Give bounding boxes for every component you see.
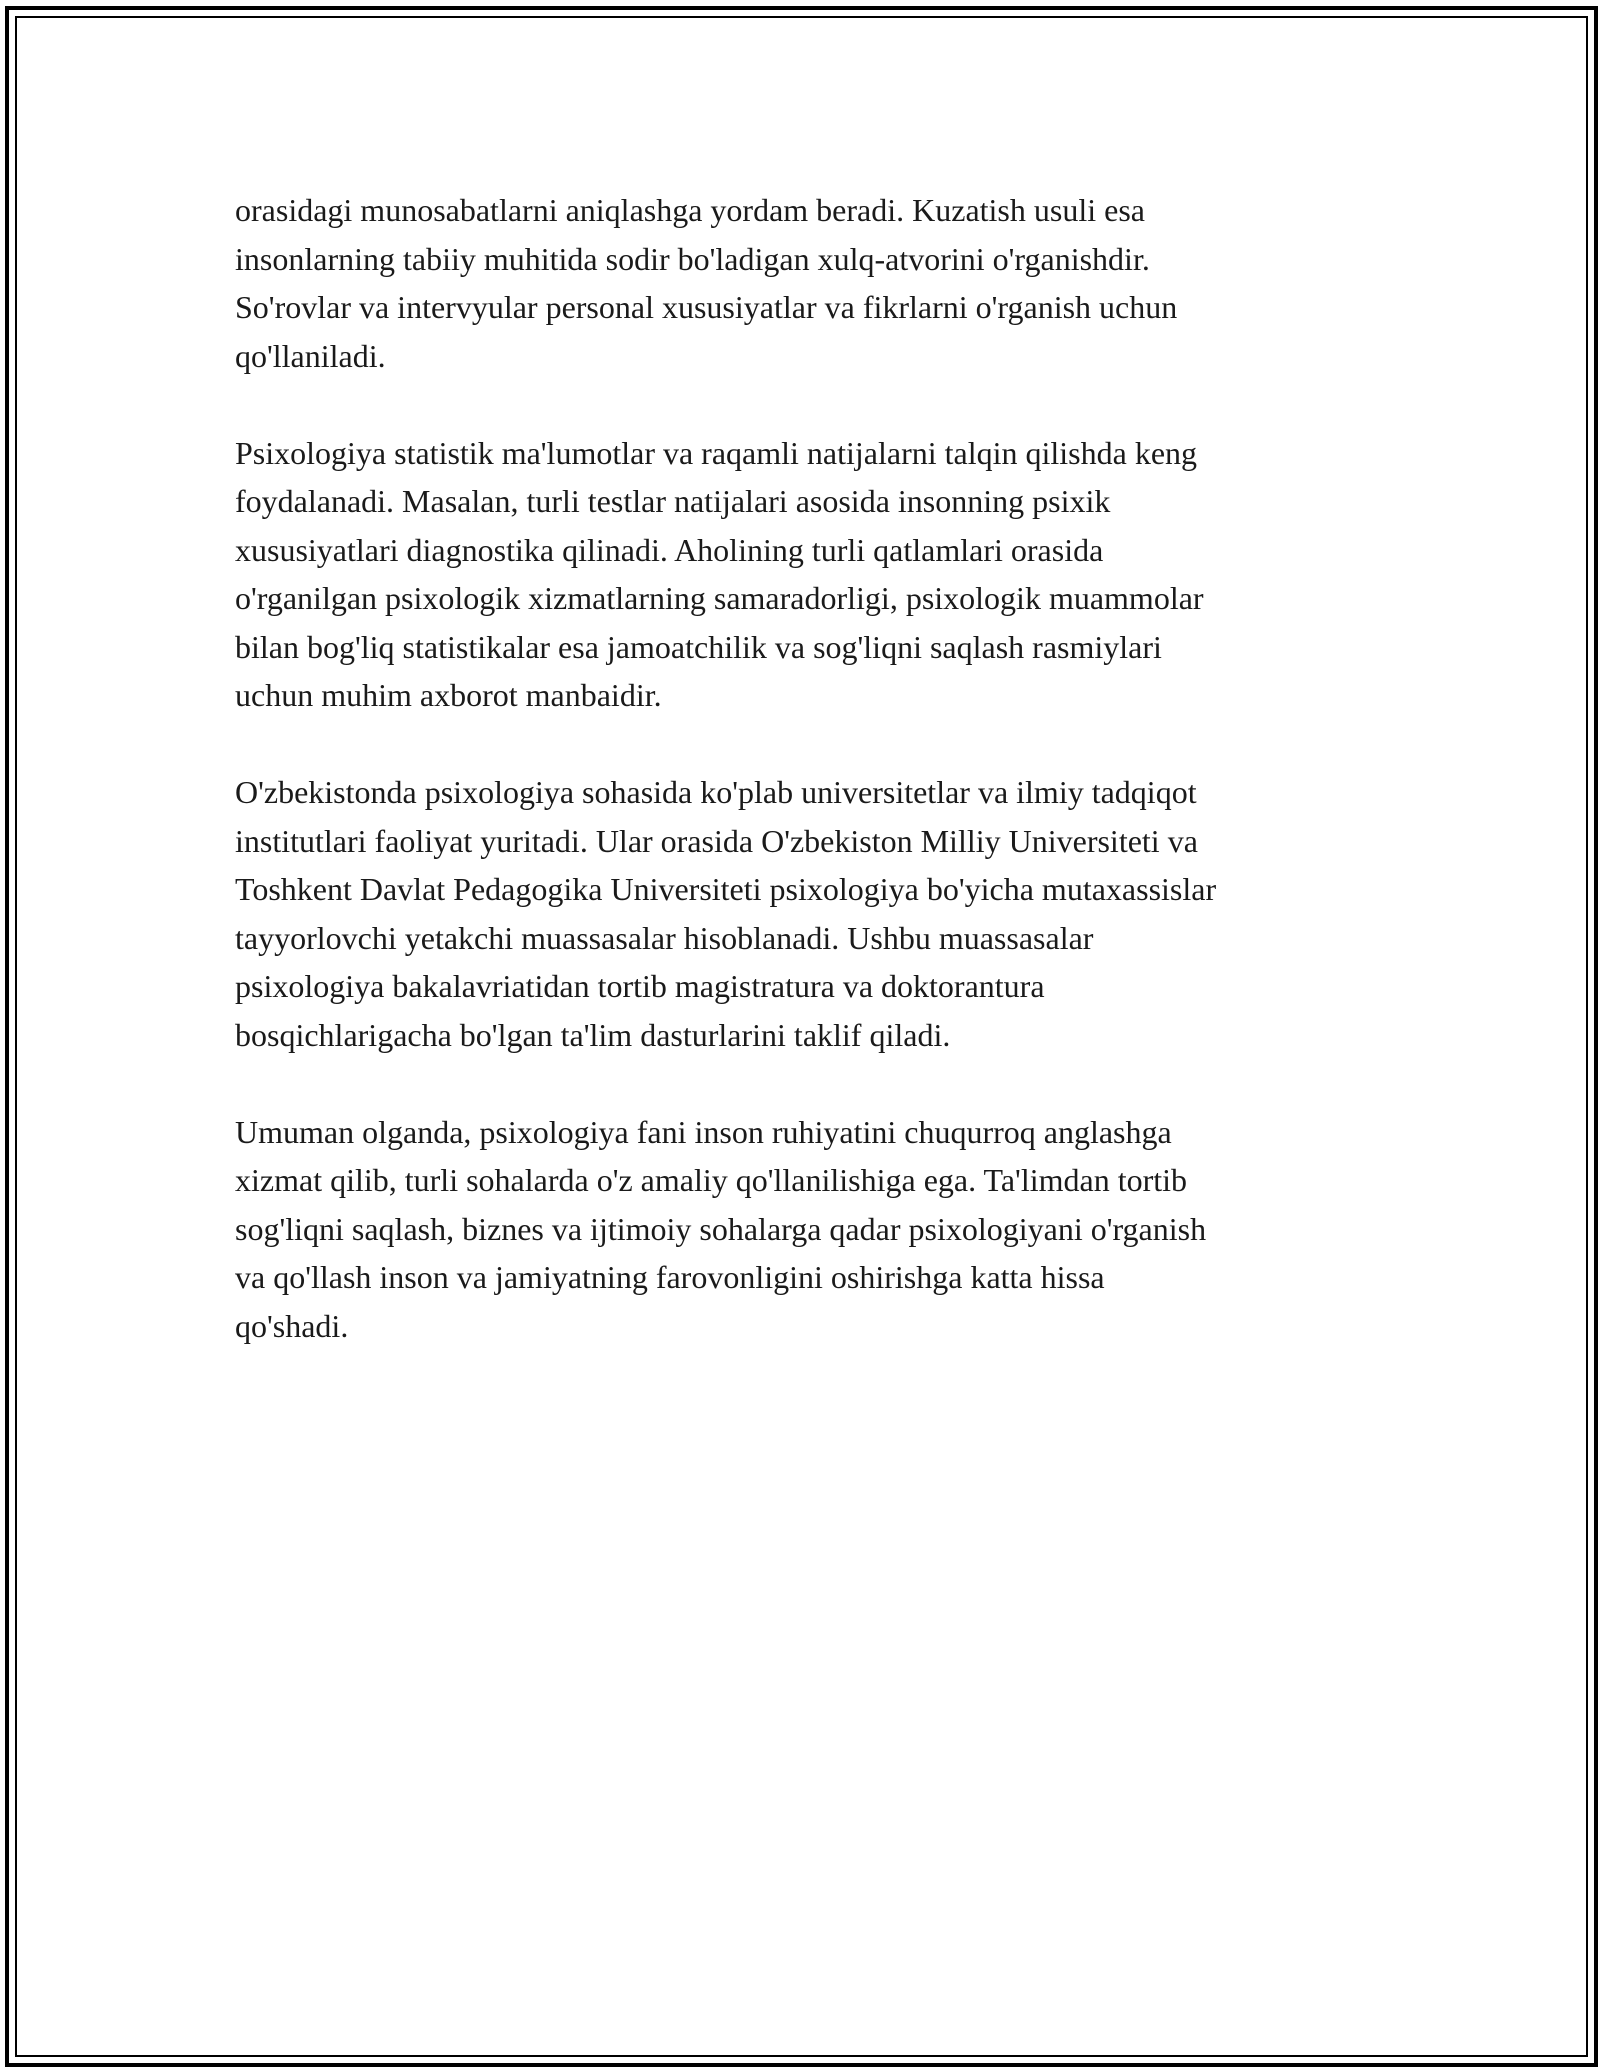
text-line: bilan bog'liq statistikalar esa jamoatchilik va sog'liqni saqlash rasmiylari (235, 628, 1162, 665)
text-line: xizmat qilib, turli sohalarda o'z amaliy qo'llanilishiga ega. Ta'limdan tortib (235, 1162, 1188, 1198)
text-line: Toshkent Davlat Pedagogika Universiteti psixologiya bo'yicha mutaxassislar (235, 871, 1217, 907)
text-line: foydalanadi. Masalan, turli testlar natijalari asosida insonning psixik (235, 483, 1111, 519)
text-line: uchun muhim axborot manbaidir. (235, 677, 662, 713)
document-body (235, 186, 1415, 1399)
text-line: Psixologiya statistik ma'lumotlar va raqamli natijalarni talqin qilishda keng (235, 434, 1198, 471)
text-line: orasidagi munosabatlarni aniqlashga yordam beradi. Kuzatish usuli esa (235, 192, 1145, 228)
text-line: qo'llaniladi. (235, 337, 386, 374)
text-line: tayyorlovchi yetakchi muassasalar hisoblanadi. Ushbu muassasalar (235, 919, 1094, 956)
text-line: xususiyatlari diagnostika qilinadi. Aholining turli qatlamlari orasida (235, 531, 1104, 568)
text-line: va qo'llash inson va jamiyatning farovonligini oshirishga katta hissa (235, 1259, 1105, 1295)
text-line: O'zbekistonda psixologiya sohasida ko'plab universitetlar va ilmiy tadqiqot (235, 774, 1197, 810)
text-line: Umuman olganda, psixologiya fani inson ruhiyatini chuqurroq anglashga (235, 1113, 1172, 1150)
text-line: bosqichlarigacha bo'lgan ta'lim dasturlarini taklif qiladi. (235, 1016, 951, 1053)
paragraph-universities (235, 768, 1415, 1059)
text-line: o'rganilgan psixologik xizmatlarning samaradorligi, psixologik muammolar (235, 580, 1204, 616)
paragraph-conclusion (235, 1108, 1415, 1351)
paragraph-statistics (235, 429, 1415, 720)
text-line: insonlarning tabiiy muhitida sodir bo'ladigan xulq-atvorini o'rganishdir. (235, 240, 1150, 277)
text-line: sog'liqni saqlash, biznes va ijtimoiy sohalarga qadar psixologiyani o'rganish (235, 1210, 1207, 1247)
text-line: So'rovlar va intervyular personal xususiyatlar va fikrlarni o'rganish uchun (235, 289, 1178, 325)
text-line: institutlari faoliyat yuritadi. Ular orasida O'zbekiston Milliy Universiteti va (235, 822, 1198, 859)
text-line: qo'shadi. (235, 1307, 349, 1344)
paragraph-methods (235, 186, 1415, 380)
text-line: psixologiya bakalavriatidan tortib magistratura va doktorantura (235, 968, 1045, 1004)
